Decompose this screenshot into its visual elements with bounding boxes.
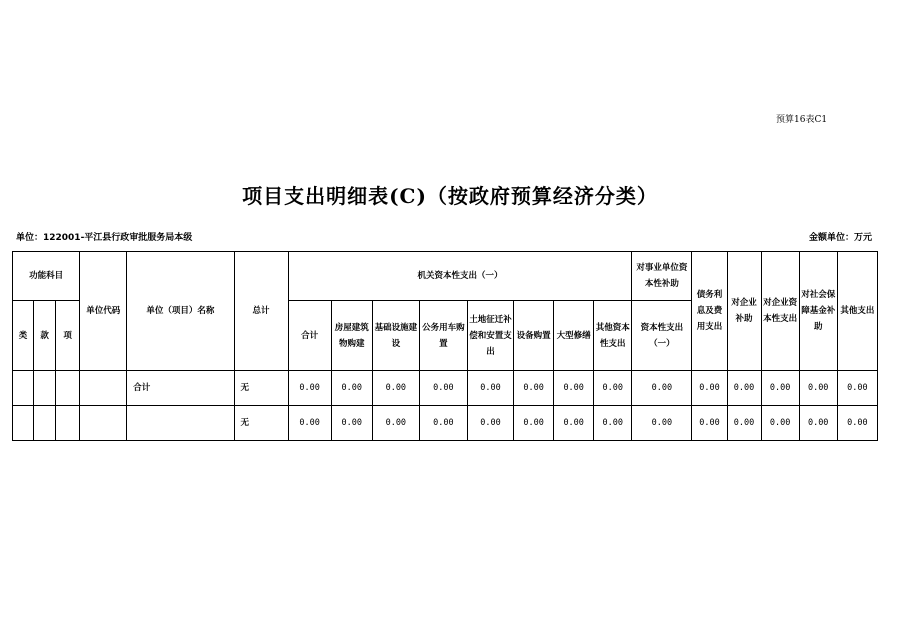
header-xiang: 项: [56, 301, 80, 371]
cell-value: 0.00: [799, 371, 837, 406]
header-ent-capital: 对企业资本性支出: [761, 252, 799, 371]
header-sub-other: 其他资本性支出: [594, 301, 632, 371]
header-lei: 类: [13, 301, 34, 371]
cell-total: 无: [234, 406, 288, 441]
header-sub-total: 合计: [288, 301, 331, 371]
header-unit-code: 单位代码: [80, 252, 127, 371]
cell-value: 0.00: [419, 406, 467, 441]
header-func-subject: 功能科目: [13, 252, 80, 301]
money-unit-label: 金额单位：万元: [808, 233, 872, 243]
cell-kuan: [34, 406, 56, 441]
cell-name: 合计: [127, 371, 234, 406]
cell-value: 0.00: [372, 406, 419, 441]
header-kuan: 款: [34, 301, 56, 371]
cell-value: 0.00: [331, 406, 372, 441]
cell-kuan: [34, 371, 56, 406]
cell-value: 0.00: [594, 406, 632, 441]
cell-value: 0.00: [837, 371, 877, 406]
cell-unit-code: [80, 406, 127, 441]
cell-value: 0.00: [467, 371, 513, 406]
header-other-exp: 其他支出: [837, 252, 877, 371]
cell-value: 0.00: [372, 371, 419, 406]
header-total: 总计: [234, 252, 288, 371]
cell-total: 无: [234, 371, 288, 406]
cell-value: 0.00: [467, 406, 513, 441]
header-sub-land: 土地征迁补偿和安置支出: [467, 301, 513, 371]
cell-value: 0.00: [514, 371, 554, 406]
page-title: 项目支出明细表(C)（按政府预算经济分类）: [242, 184, 658, 208]
cell-value: 0.00: [632, 371, 692, 406]
unit-label: 单位：122001-平江县行政审批服务局本级: [16, 233, 193, 243]
header-sub-vehicle: 公务用车购置: [419, 301, 467, 371]
cell-lei: [13, 371, 34, 406]
cell-value: 0.00: [632, 406, 692, 441]
table-row: [13, 371, 878, 406]
header-sub-equipment: 设备购置: [514, 301, 554, 371]
cell-value: 0.00: [594, 371, 632, 406]
cell-value: 0.00: [837, 406, 877, 441]
header-social-security: 对社会保障基金补助: [799, 252, 837, 371]
header-sub-building: 房屋建筑物购建: [331, 301, 372, 371]
cell-value: 0.00: [727, 406, 761, 441]
header-debt: 债务利息及费用支出: [692, 252, 727, 371]
form-code: 预算16表C1: [776, 115, 828, 125]
cell-value: 0.00: [761, 371, 799, 406]
cell-value: 0.00: [799, 406, 837, 441]
header-ent-subsidy: 对企业补助: [727, 252, 761, 371]
header-org-capital: 机关资本性支出（一）: [288, 252, 632, 301]
cell-value: 0.00: [692, 371, 727, 406]
cell-lei: [13, 406, 34, 441]
expenditure-table: [12, 251, 878, 441]
cell-value: 0.00: [761, 406, 799, 441]
cell-value: 0.00: [727, 371, 761, 406]
header-pub-inst: 对事业单位资本性补助: [632, 252, 692, 301]
header-sub-repair: 大型修缮: [554, 301, 594, 371]
cell-value: 0.00: [331, 371, 372, 406]
cell-value: 0.00: [288, 406, 331, 441]
cell-value: 0.00: [554, 371, 594, 406]
cell-name: [127, 406, 234, 441]
cell-xiang: [56, 371, 80, 406]
header-unit-name: 单位（项目）名称: [127, 252, 234, 371]
cell-value: 0.00: [419, 371, 467, 406]
cell-value: 0.00: [288, 371, 331, 406]
cell-value: 0.00: [514, 406, 554, 441]
cell-xiang: [56, 406, 80, 441]
cell-value: 0.00: [554, 406, 594, 441]
cell-value: 0.00: [692, 406, 727, 441]
cell-unit-code: [80, 371, 127, 406]
header-pub-inst-sub: 资本性支出（一）: [632, 301, 692, 371]
table-row: [13, 406, 878, 441]
header-sub-infra: 基础设施建设: [372, 301, 419, 371]
